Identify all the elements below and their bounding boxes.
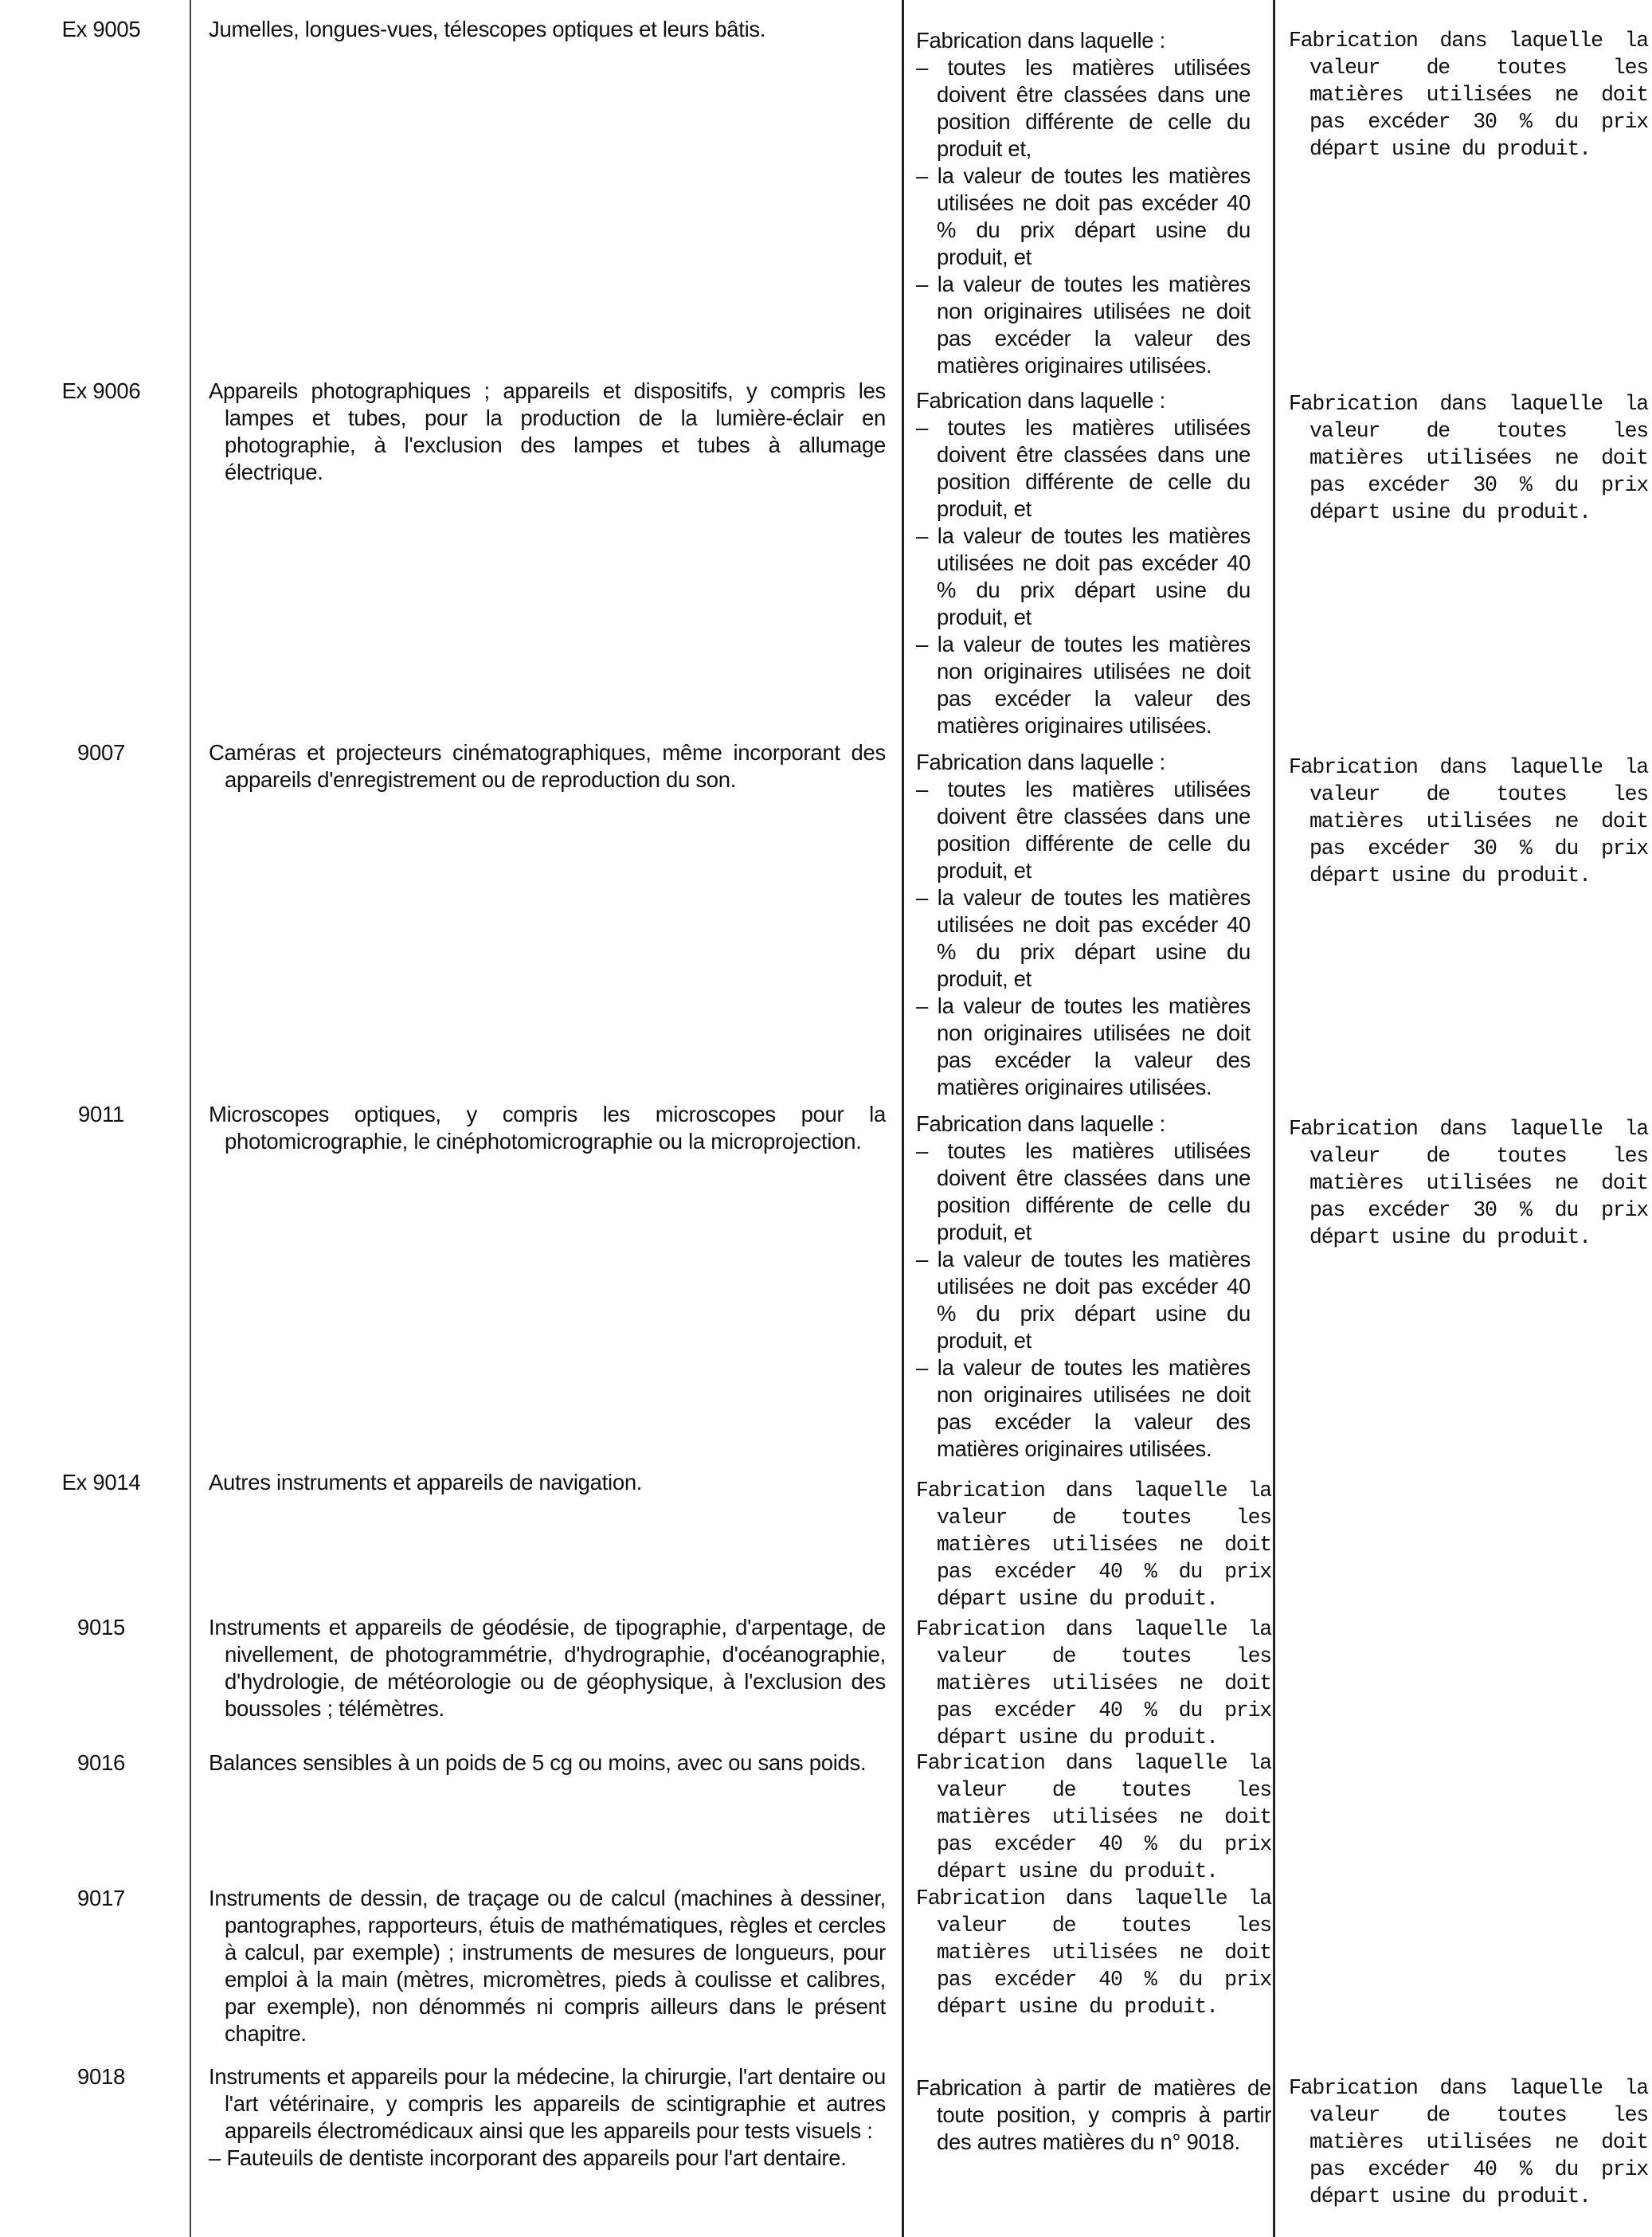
row-rule-alternative: Fabrication dans laquelle la valeur de toutes les matières utilisées ne doit pas excéder 30 % du prix départ usine du produit. xyxy=(1289,29,1648,161)
row-code: 9017 xyxy=(77,1886,125,1910)
row-rule-primary: Fabrication à partir de matières de toute position, y compris à partir des autres matières du n° 9018. xyxy=(916,2075,1271,2154)
row-description: Instruments de dessin, de traçage ou de calcul (machines à dessiner, pantographes, rapporteurs, étuis de mathématiques, règles et cercles à calcul, par exemple) ; instruments de mesures de longueurs, pour emploi à la main (mètres, micromètres, pieds à coulisse et calibres, par exemple), non dénommés ni compris ailleurs dans le présent chapitre. xyxy=(209,1886,886,2046)
row-description: Balances sensibles à un poids de 5 cg ou moins, avec ou sans poids. xyxy=(209,1750,867,1775)
row-code: 9016 xyxy=(77,1750,125,1775)
row-rule-alternative: Fabrication dans laquelle la valeur de toutes les matières utilisées ne doit pas excéder 40 % du prix départ usine du produit. xyxy=(1289,2076,1648,2208)
row-description: Instruments et appareils pour la médecine, la chirurgie, l'art dentaire ou l'art vétérinaire, y compris les appareils de scintigraphie et autres appareils électromédicaux ainsi que les appareils pour tests visuels : – Fauteuils de dentiste incorporant des appareils pour l'art dentaire. xyxy=(209,2064,886,2170)
row-code: 9007 xyxy=(77,740,125,765)
row-description: Appareils photographiques ; appareils et dispositifs, y compris les lampes et tubes, pour la production de la lumière-éclair en photographie, à l'exclusion des lampes et tubes à allumage électrique. xyxy=(209,378,886,484)
row-code: 9011 xyxy=(78,1102,124,1126)
row-rule-primary: Fabrication dans laquelle : – toutes les matières utilisées doivent être classées dans une position différente de celle du produit, et – la valeur de toutes les matières utilisées ne doit pas excéder 40 % du prix départ usine du produit, et – la valeur de toutes les matières non originaires utilisées ne doit pas excéder la valeur des matières originaires utilisées. xyxy=(916,388,1251,738)
row-rule-primary: Fabrication dans laquelle la valeur de toutes les matières utilisées ne doit pas excéder 40 % du prix départ usine du produit. xyxy=(916,1751,1271,1883)
row-description: Jumelles, longues-vues, télescopes optiques et leurs bâtis. xyxy=(209,17,766,41)
row-rule-primary: Fabrication dans laquelle : – toutes les matières utilisées doivent être classées dans une position différente de celle du produit, et – la valeur de toutes les matières utilisées ne doit pas excéder 40 % du prix départ usine du produit, et – la valeur de toutes les matières non originaires utilisées ne doit pas excéder la valeur des matières originaires utilisées. xyxy=(916,1111,1251,1461)
row-rule-alternative: Fabrication dans laquelle la valeur de toutes les matières utilisées ne doit pas excéder 30 % du prix départ usine du produit. xyxy=(1289,755,1648,887)
row-rule-primary: Fabrication dans laquelle la valeur de toutes les matières utilisées ne doit pas excéder 40 % du prix départ usine du produit. xyxy=(916,1617,1271,1749)
row-code: Ex 9005 xyxy=(61,17,141,41)
row-code: Ex 9006 xyxy=(61,378,141,403)
row-description: Caméras et projecteurs cinématographiques, même incorporant des appareils d'enregistrement ou de reproduction du son. xyxy=(209,740,886,792)
row-code: Ex 9014 xyxy=(61,1470,141,1495)
row-description: Autres instruments et appareils de navigation. xyxy=(209,1470,643,1495)
row-rule-alternative: Fabrication dans laquelle la valeur de toutes les matières utilisées ne doit pas excéder 30 % du prix départ usine du produit. xyxy=(1289,392,1648,524)
column-rule-2 xyxy=(902,0,904,2237)
row-rule-primary: Fabrication dans laquelle la valeur de toutes les matières utilisées ne doit pas excéder 40 % du prix départ usine du produit. xyxy=(916,1886,1271,2019)
row-rule-primary: Fabrication dans laquelle : – toutes les matières utilisées doivent être classées dans une position différente de celle du produit et, – la valeur de toutes les matières utilisées ne doit pas excéder 40 % du prix départ usine du produit, et – la valeur de toutes les matières non originaires utilisées ne doit pas excéder la valeur des matières originaires utilisées. xyxy=(916,28,1251,378)
row-description: Microscopes optiques, y compris les microscopes pour la photomicrographie, le cinéphotomicrographie ou la microprojection. xyxy=(209,1102,886,1154)
row-description: Instruments et appareils de géodésie, de tipographie, d'arpentage, de nivellement, de photogrammétrie, d'hydrographie, d'océanographie, d'hydrologie, de météorologie ou de géophysique, à l'exclusion des boussoles ; télémètres. xyxy=(209,1615,886,1721)
row-code: 9015 xyxy=(77,1615,125,1640)
column-rule-3 xyxy=(1273,0,1275,2237)
row-rule-primary: Fabrication dans laquelle : – toutes les matières utilisées doivent être classées dans une position différente de celle du produit, et – la valeur de toutes les matières utilisées ne doit pas excéder 40 % du prix départ usine du produit, et – la valeur de toutes les matières non originaires utilisées ne doit pas excéder la valeur des matières originaires utilisées. xyxy=(916,750,1251,1099)
row-rule-primary: Fabrication dans laquelle la valeur de toutes les matières utilisées ne doit pas excéder 40 % du prix départ usine du produit. xyxy=(916,1479,1271,1611)
row-rule-alternative: Fabrication dans laquelle la valeur de toutes les matières utilisées ne doit pas excéder 30 % du prix départ usine du produit. xyxy=(1289,1117,1648,1249)
row-code: 9018 xyxy=(77,2064,125,2089)
